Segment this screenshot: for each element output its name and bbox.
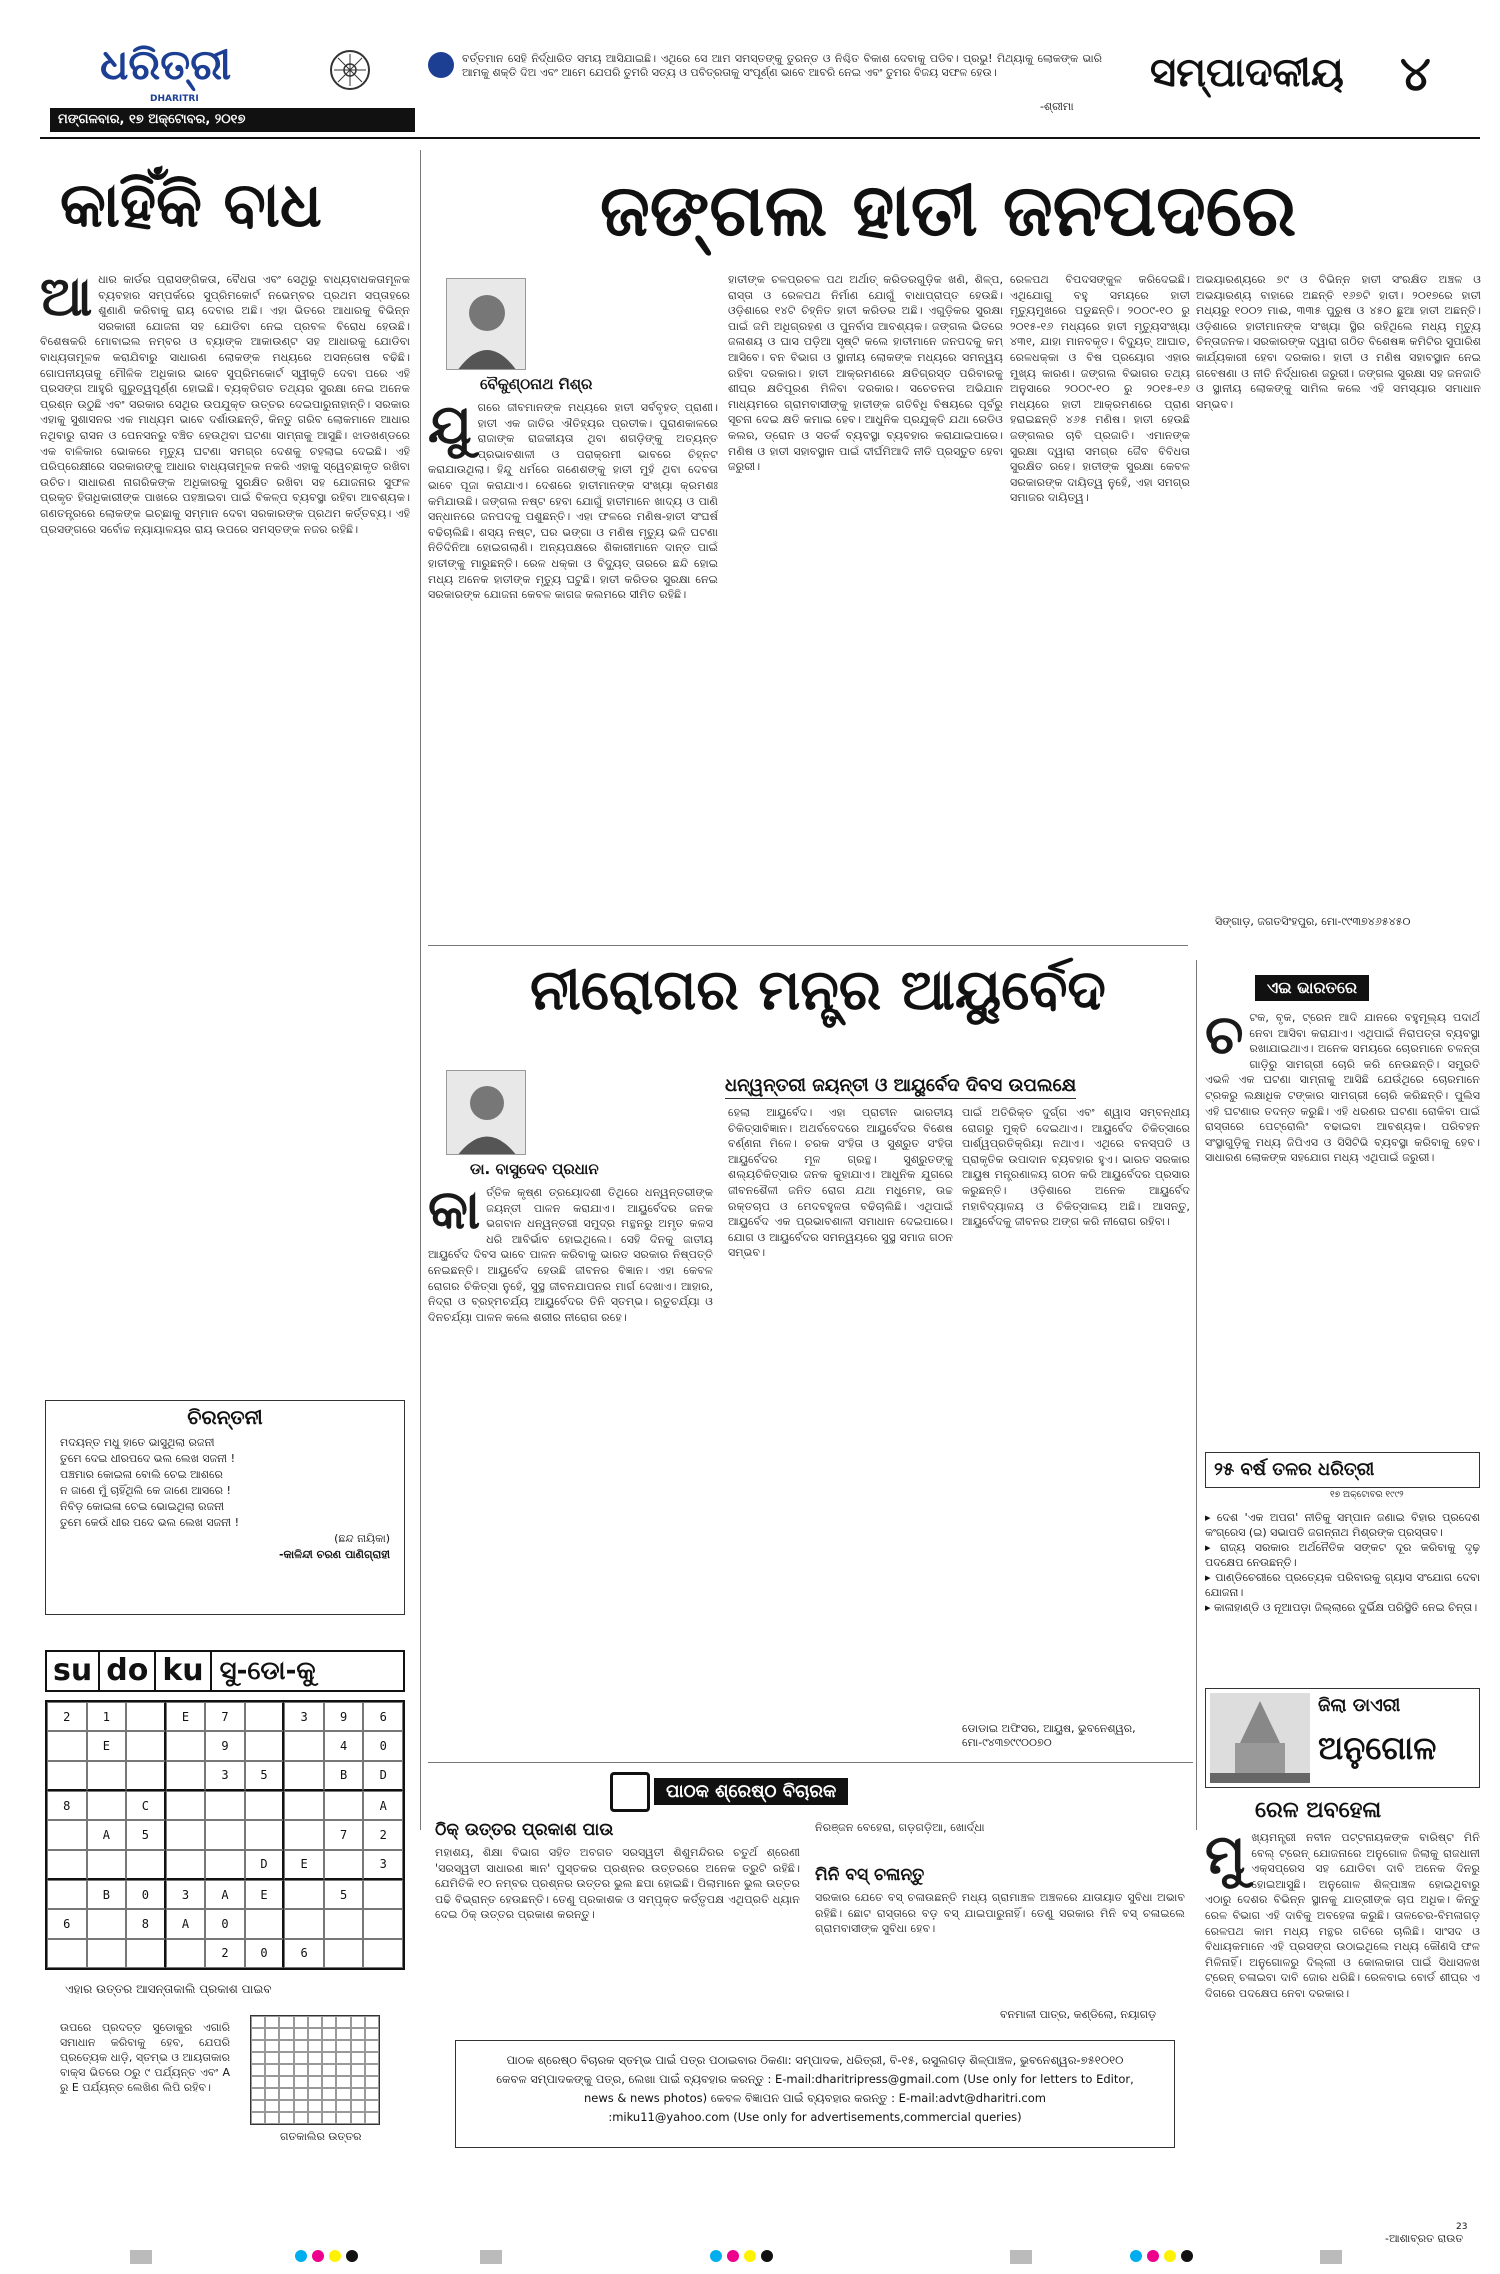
sudoku-cell (166, 1820, 206, 1849)
ayurveda-signature: ଡୋଡାଇ ଅଫିସର, ଆୟୁଷ, ଭୁବନେଶ୍ୱର, ମୋ-୯୪୩୭୯୯୦୦୭୦ (962, 1722, 1136, 1749)
sudoku-cell (87, 1761, 127, 1791)
mini-sudoku-cell (308, 2064, 322, 2076)
mini-sudoku-cell (279, 2028, 293, 2040)
mini-sudoku-cell (336, 2100, 350, 2112)
sudoku-cell (245, 1909, 285, 1938)
poem-source: (ଛନ୍ଦ ନାୟିକା) (334, 1532, 390, 1545)
quote-author: -ଶ୍ରୀମା (1040, 100, 1074, 113)
sudoku-yesterday-label: ଗତକାଲିର ଉତ୍ତର (280, 2130, 362, 2143)
sudoku-cell (87, 1850, 127, 1880)
sudoku-cell (363, 1939, 403, 1968)
poem-line: ତୁମେ କେଉଁ ଧୀର ପଦେ ଭଲ ଲେଖ ସଜନୀ ! (60, 1516, 240, 1529)
mini-sudoku-cell (322, 2088, 336, 2100)
dharitri25-item: ▸ ରାଜ୍ୟ ସରକାର ଅର୍ଥନୈତିକ ସଙ୍କଟ ଦୂର କରିବାକୁ ଦୃଢ଼ ପଦକ୍ଷେପ ନେଉଛନ୍ତି। (1205, 1541, 1480, 1569)
poem-line: ପଞ୍ଚମାର କୋଇଳା ବୋଲି ଚେଇ ଆଶରେ (60, 1468, 223, 1481)
author-name: ବୈକୁଣ୍ଠନାଥ ମିଶ୍ର (480, 375, 593, 393)
main-col-2: ହାତୀଙ୍କ ଚଳପ୍ରଚଳ ପଥ ଅର୍ଥାତ୍ କରିଡରଗୁଡ଼ିକ ଖଣି, ଶିଳ୍ପ, ରାସ୍ତା ଓ ରେଳପଥ ନିର୍ମାଣ ଯୋଗୁଁ ବାଧାପ୍ରାପ୍ତ ହେଉଛି। ଓଡ଼ିଶାରେ ୧୪ଟି ଚିହ୍ନିତ ହାତୀ କରିଡର ଅଛି। ଏଗୁଡ଼ିକର ସୁରକ୍ଷା ପାଇଁ ଜମି ଅଧିଗ୍ରହଣ ଓ ପୁନର୍ବାସ ଆବଶ୍ୟକ। ଜଙ୍ଗଲ ଭିତରେ ଜଳାଶୟ ଓ ଘାସ ପଡ଼ିଆ ସୃଷ୍ଟି କଲେ ହାତୀମାନେ ଜନପଦକୁ କମ୍ ଆସିବେ। ବନ ବିଭାଗ ଓ ସ୍ଥାନୀୟ ଲୋକଙ୍କ ମଧ୍ୟରେ ସମନ୍ୱୟ ରହିବା ଦରକାର। ହାତୀ ଆକ୍ରମଣରେ କ୍ଷତିଗ୍ରସ୍ତ ପରିବାରକୁ ଶୀଘ୍ର କ୍ଷତିପୂରଣ ମିଳିବା ଦରକାର। ସଚେତନତା ଅଭିଯାନ ମାଧ୍ୟମରେ ଗ୍ରାମବାସୀଙ୍କୁ ହାତୀଙ୍କ ଗତିବିଧି ବିଷୟରେ ପୂର୍ବରୁ ସୂଚନା ଦେଇ କ୍ଷତି କମାଇ ହେବ। ଆଧୁନିକ ପ୍ରଯୁକ୍ତି ଯଥା ରେଡିଓ କଲର, ଡ୍ରୋନ ଓ ସତର୍କ ବ୍ୟବସ୍ଥା ବ୍ୟବହାର କରାଯାଇପାରେ। ମଣିଷ ଓ ହାତୀ ସହାବସ୍ଥାନ ପାଇଁ ଦୀର୍ଘମିଆଦି ନୀତି ପ୍ରସ୍ତୁତ ହେବା ଜରୁରୀ। (728, 273, 1003, 474)
sudoku-cell: A (166, 1909, 206, 1938)
pathaka-banner (610, 1772, 1010, 1812)
dharitri25-title: ୨୫ ବର୍ଷ ତଳର ଧରିତ୍ରୀ (1214, 1459, 1375, 1480)
sudoku-cell: 0 (205, 1909, 245, 1938)
sudoku-cell: 6 (47, 1909, 87, 1938)
sudoku-cell (126, 1702, 166, 1731)
letter2-sign: ବନମାଳୀ ପାତ୍ର, କଣ୍ଡିଲୋ, ନୟାଗଡ଼ (1000, 2008, 1157, 2021)
mini-sudoku-cell (294, 2028, 308, 2040)
ayurveda-dropcap: କା (428, 1185, 481, 1241)
sudoku-cell (205, 1791, 245, 1820)
mini-sudoku-cell (294, 2016, 308, 2028)
sudoku-cell (87, 1791, 127, 1820)
mini-sudoku-cell (279, 2064, 293, 2076)
sudoku-cell (245, 1791, 285, 1820)
dharitri25-item: ▸ ଦେଶ 'ଏକ ଅପଗ' ନୀତିକୁ ସମ୍ପାନ ଜଣାଇ ବିହାର ପ୍ରଦେଶ କଂଗ୍ରେସ (ଇ) ସଭାପତି ଜଗନ୍ନାଥ ମିଶ୍ରଙ୍କ ପ୍ରସ୍ତାବ। (1205, 1511, 1480, 1539)
sudoku-cell (126, 1939, 166, 1968)
footer-advt-email: news & news photos) କେବଳ ବିଜ୍ଞାପନ ପାଇଁ ବ୍ୟବହାର କରନ୍ତୁ : E-mail:advt@dharitri.com (584, 2091, 1046, 2105)
sudoku-su: su (47, 1652, 100, 1690)
main-col-1-text: ଗରେ ଜୀବମାନଙ୍କ ମଧ୍ୟରେ ହାତୀ ସର୍ବବୃହତ୍ ପ୍ରାଣୀ। ହାତୀ ଏକ ଜାତିର ଐତିହ୍ୟର ପ୍ରତୀକ। ପୁରାଣକାଳରେ ରାଜାଙ୍କ ରାଜକୀୟତା ଥିବା ଶଗଡ଼ିଙ୍କୁ ଅତ୍ୟନ୍ତ ପ୍ରଭାବଶାଳୀ ଓ ପରାକ୍ରମୀ ଭାବରେ ଚିହ୍ନଟ କରାଯାଉଥିଲା। ହିନ୍ଦୁ ଧର୍ମରେ ଗଣେଶଙ୍କୁ ହାତୀ ମୁହଁ ଥିବା ଦେବତା ଭାବେ ପୂଜା କରାଯାଏ। ଦେଶରେ ହାତୀମାନଙ୍କ ସଂଖ୍ୟା କ୍ରମଶଃ କମିଯାଉଛି। ଜଙ୍ଗଲ ନଷ୍ଟ ହେବା ଯୋଗୁଁ ହାତୀମାନେ ଖାଦ୍ୟ ଓ ପାଣି ସନ୍ଧାନରେ ଜନପଦକୁ ପଶୁଛନ୍ତି। ଏହା ଫଳରେ ମଣିଷ-ହାତୀ ସଂଘର୍ଷ ବଢିଚାଲିଛି। ଶସ୍ୟ ନଷ୍ଟ, ଘର ଭଙ୍ଗା ଓ ମଣିଷ ମୃତ୍ୟୁ ଭଳି ଘଟଣା ନିତିଦିନିଆ ହୋଇଗଲାଣି। ଅନ୍ୟପକ୍ଷରେ ଶିକାରୀମାନେ ଦାନ୍ତ ପାଇଁ ହାତୀଙ୍କୁ ମାରୁଛନ୍ତି। ରେଳ ଧକ୍କା ଓ ବିଦ୍ୟୁତ୍ ତାରରେ ଛନ୍ଦି ହୋଇ ମଧ୍ୟ ଅନେକ ହାତୀଙ୍କ ମୃତ୍ୟୁ ଘଟୁଛି। ହାତୀ କରିଡର ସୁରକ୍ଷା ନେଇ ସରକାରଙ୍କ ଯୋଜନା କେବଳ କାଗଜ କଲମରେ ସୀମିତ ରହିଛି। (428, 401, 718, 602)
sudoku-cell (284, 1880, 324, 1909)
mini-sudoku-cell (265, 2100, 279, 2112)
sudoku-cell: 5 (126, 1820, 166, 1849)
sudoku-cell (166, 1850, 206, 1880)
mini-sudoku-cell (279, 2040, 293, 2052)
sudoku-cell (126, 1731, 166, 1760)
sudoku-cell (87, 1939, 127, 1968)
mini-sudoku-cell (251, 2052, 265, 2064)
mini-sudoku-cell (351, 2088, 365, 2100)
mini-sudoku-cell (322, 2100, 336, 2112)
poem-poet: -କାଳିନ୍ଦୀ ଚରଣ ପାଣିଗ୍ରାହୀ (278, 1548, 390, 1561)
sudoku-answer-note: ଏହାର ଉତ୍ତର ଆସନ୍ତାକାଲି ପ୍ରକାଶ ପାଇବ (65, 1982, 272, 1996)
dharitri25-list (1205, 1510, 1480, 1680)
ei-bharatare-dropcap: ଚ (1205, 1010, 1244, 1066)
mini-sudoku-cell (265, 2040, 279, 2052)
mini-sudoku-cell (365, 2028, 379, 2040)
ayurveda-col-2: ହେଲା ଆୟୁର୍ବେଦ। ଏହା ପ୍ରାଚୀନ ଭାରତୀୟ ଚିକିତ୍ସାବିଜ୍ଞାନ। ଅଥର୍ବବେଦରେ ଆୟୁର୍ବେଦର ବିଶେଷ ବର୍ଣ୍ଣନା ମିଳେ। ଚରକ ସଂହିତା ଓ ସୁଶ୍ରୁତ ସଂହିତା ଆୟୁର୍ବେଦର ମୂଳ ଗ୍ରନ୍ଥ। ସୁଶ୍ରୁତଙ୍କୁ ଶଲ୍ୟଚିକିତ୍ସାର ଜନକ କୁହାଯାଏ। ଆଧୁନିକ ଯୁଗରେ ଜୀବନଶୈଳୀ ଜନିତ ରୋଗ ଯଥା ମଧୁମେହ, ଉଚ୍ଚ ରକ୍ତଚାପ ଓ ମେଦବହୁଳତା ବଢିଚାଲିଛି। ଏଥିପାଇଁ ଆୟୁର୍ବେଦ ଏକ ପ୍ରଭାବଶାଳୀ ସମାଧାନ ଦେଇପାରେ। ଯୋଗ ଓ ଆୟୁର୍ବେଦର ସମନ୍ୱୟରେ ସୁସ୍ଥ ସମାଜ ଗଠନ ସମ୍ଭବ। (728, 1106, 953, 1260)
mini-sudoku-cell (279, 2016, 293, 2028)
sudoku-grid (45, 1700, 405, 1970)
main-col-3: ରେଳପଥ ବିପଦସଙ୍କୁଳ କରିଦେଇଛି। ଏଥିଯୋଗୁ ବହୁ ସମୟରେ ହାତୀ ମୃତ୍ୟୁମୁଖରେ ପଡୁଛନ୍ତି। ୨୦୦୯-୧୦ ରୁ ୨୦୧୫-୧୬ ମଧ୍ୟରେ ହାତୀ ମୃତ୍ୟୁସଂଖ୍ୟା ୪୩୧, ଯାହା ମାନବକୃତ। ବିଦ୍ୟୁତ୍ ଆଘାତ, ରେଳଧକ୍କା ଓ ବିଷ ପ୍ରୟୋଗ ଏହାର ମୁଖ୍ୟ କାରଣ। ଜଙ୍ଗଲ ବିଭାଗର ତଥ୍ୟ ଅନୁସାରେ ୨୦୦୯-୧୦ ରୁ ୨୦୧୫-୧୬ ମଧ୍ୟରେ ହାତୀ ଆକ୍ରମଣରେ ପ୍ରାଣ ହରାଇଛନ୍ତି ୪୬୫ ମଣିଷ। ହାତୀ ହେଉଛି ଜଙ୍ଗଲର ଚାବି ପ୍ରଜାତି। ଏମାନଙ୍କ ସୁରକ୍ଷା ଦ୍ୱାରା ସମଗ୍ର ଜୈବ ବିବିଧତା ସୁରକ୍ଷିତ ରହେ। ହାତୀଙ୍କ ସୁରକ୍ଷା କେବଳ ସରକାରଙ୍କ ଦାୟିତ୍ୱ ନୁହେଁ, ଏହା ସମଗ୍ର ସମାଜର ଦାୟିତ୍ୱ। (1010, 273, 1190, 505)
mini-sudoku-cell (336, 2040, 350, 2052)
sudoku-cell: 0 (245, 1939, 285, 1968)
sudoku-cell: C (126, 1791, 166, 1820)
sudoku-cell (87, 1909, 127, 1938)
mini-sudoku-cell (251, 2112, 265, 2124)
col-divider-right (1196, 960, 1197, 1830)
sudoku-cell: 9 (205, 1731, 245, 1760)
mini-sudoku-cell (251, 2088, 265, 2100)
jilla-diary-signature: -ଆଶାବ୍ରତ ରାଉତ (1385, 2232, 1464, 2245)
jilla-diary-subhead: ରେଳ ଅବହେଳା (1255, 1798, 1382, 1823)
sudoku-cell: 2 (47, 1702, 87, 1731)
mini-sudoku-cell (365, 2052, 379, 2064)
sudoku-cell: 6 (284, 1939, 324, 1968)
mini-sudoku-cell (279, 2052, 293, 2064)
mini-sudoku-cell (365, 2088, 379, 2100)
dharitri25-item: ▸ ପାଣ୍ଡିଚେରୀରେ ପ୍ରତ୍ୟେକ ପରିବାରକୁ ଗ୍ୟାସ ସଂଯୋଗ ଦେବା ଯୋଜନା। (1205, 1571, 1480, 1599)
sudoku-cell (166, 1731, 206, 1760)
sudoku-cell (245, 1731, 285, 1760)
sudoku-cell: E (245, 1880, 285, 1909)
sudoku-instructions: ଉପରେ ପ୍ରଦତ୍ତ ସୁଡୋକୁର ଏଗାରି ସମାଧାନ କରିବାକୁ ହେବ, ଯେପରି ପ୍ରତ୍ୟେକ ଧାଡ଼ି, ସ୍ତମ୍ଭ ଓ ଆୟତାକାର ବାକ୍ସ ଭିତରେ ୦ରୁ ୯ ପର୍ଯ୍ୟନ୍ତ ଏବଂ A ରୁ E ପର୍ଯ୍ୟନ୍ତ ଲେଖିଣ ଲିପି ରହିବ। (60, 2021, 230, 2094)
sudoku-cell (126, 1761, 166, 1791)
mini-sudoku-cell (365, 2100, 379, 2112)
dharitri25-item: ▸ କାଳାହାଣ୍ଡି ଓ ନୂଆପଡ଼ା ଜିଲ୍ଲାରେ ଦୁର୍ଭିକ୍ଷ ପରିସ୍ଥିତି ନେଇ ଚିନ୍ତା। (1205, 1601, 1478, 1614)
sudoku-cell (166, 1939, 206, 1968)
sudoku-do: do (100, 1652, 156, 1690)
sudoku-cell: 9 (324, 1702, 364, 1731)
main-bottom-rule (428, 945, 1188, 946)
sudoku-cell (284, 1791, 324, 1820)
mini-sudoku-cell (265, 2028, 279, 2040)
jilla-diary-label: ଜିଲା ଡାଏରୀ (1318, 1695, 1401, 1716)
jilla-diary-district: ଅନୁଗୋଳ (1318, 1729, 1437, 1767)
mini-sudoku-cell (251, 2100, 265, 2112)
mini-sudoku-cell (308, 2100, 322, 2112)
mini-sudoku-cell (265, 2076, 279, 2088)
mini-sudoku-cell (251, 2076, 265, 2088)
mini-sudoku-cell (308, 2088, 322, 2100)
mini-sudoku-cell (308, 2028, 322, 2040)
sudoku-cell: D (363, 1761, 403, 1791)
sudoku-cell (284, 1761, 324, 1791)
sudoku-cell: E (87, 1731, 127, 1760)
jilla-diary-dropcap: ମୁ (1205, 1830, 1246, 1886)
sudoku-ku: ku (156, 1652, 211, 1690)
sudoku-cell (245, 1820, 285, 1849)
ayurveda-col-3: ପାଇଁ ଅତିରିକ୍ତ ଦୁର୍ଗ୍ଗ ଏବଂ ଶ୍ୱାସ ସମ୍ବନ୍ଧୀୟ ରୋଗରୁ ମୁକ୍ତି ଦେଇଥାଏ। ଆୟୁର୍ବେଦ ଚିକିତ୍ସାରେ ପାର୍ଶ୍ୱପ୍ରତିକ୍ରିୟା ନଥାଏ। ଏଥିରେ ବନସ୍ପତି ଓ ପ୍ରାକୃତିକ ଉପାଦାନ ବ୍ୟବହାର ହୁଏ। ଭାରତ ସରକାର ଆୟୁଷ ମନ୍ତ୍ରଣାଳୟ ଗଠନ କରି ଆୟୁର୍ବେଦର ପ୍ରସାର କରୁଛନ୍ତି। ଓଡ଼ିଶାରେ ଅନେକ ଆୟୁର୍ବେଦ ମହାବିଦ୍ୟାଳୟ ଓ ଚିକିତ୍ସାଳୟ ଅଛି। ଆସନ୍ତୁ, ଆୟୁର୍ବେଦକୁ ଜୀବନର ଅଙ୍ଗ କରି ନୀରୋଗ ରହିବା। (962, 1106, 1190, 1229)
sudoku-cell: 3 (205, 1761, 245, 1791)
mini-sudoku-cell (351, 2040, 365, 2052)
dharmachakra-icon (330, 50, 370, 90)
mini-sudoku-cell (294, 2052, 308, 2064)
mini-sudoku-cell (265, 2088, 279, 2100)
ei-bharatare-tag: ଏଇ ଭାରତରେ (1255, 975, 1369, 1001)
pathaka-icon (610, 1772, 650, 1812)
chirantani-title: ଚିରନ୍ତନୀ (187, 1405, 263, 1429)
mini-sudoku-cell (336, 2112, 350, 2124)
mini-sudoku-cell (308, 2076, 322, 2088)
masthead-quote: ବର୍ତ୍ତମାନ ସେହି ନିର୍ଦ୍ଧାରିତ ସମୟ ଆସିଯାଇଛି। ଏଥିରେ ସେ ଆମ ସମସ୍ତଙ୍କୁ ତୁରନ୍ତ ଓ ନିଶ୍ଚିତ ବିକାଶ ଦେବାକୁ ପଡିବ। ପ୍ରଭୁ! ମିଥ୍ୟାକୁ ଲୋକଙ୍କ ଭାରି ଆମକୁ ଶକ୍ତି ଦିଅ ଏବଂ ଆମେ ଯେପରି ତୁମରି ସତ୍ୟ ଓ ପବିତ୍ରତାକୁ ସଂପୂର୍ଣ୍ଣ ଭାବେ ଆବରି ନେଇ ଏବଂ ତୁମର ବିଜୟ ସଫଳ ହେଉ। (462, 52, 1102, 79)
logo-sub: DHARITRI (150, 94, 199, 104)
mini-sudoku-cell (265, 2016, 279, 2028)
sudoku-cell: 6 (363, 1702, 403, 1731)
sudoku-cell: 3 (284, 1702, 324, 1731)
dharitri25-banner (1205, 1452, 1480, 1488)
sudoku-header (45, 1650, 405, 1692)
mini-sudoku-cell (365, 2112, 379, 2124)
jilla-diary-body (1205, 1830, 1480, 2230)
masthead-rule (40, 137, 1480, 139)
mini-sudoku-cell (322, 2064, 336, 2076)
sudoku-cell: A (205, 1880, 245, 1909)
ei-bharatare-text: ଟକ, ବୃକ, ଟ୍ରେନ ଆଦି ଯାନରେ ବହୁମୂଲ୍ୟ ପଦାର୍ଥ ନେବା ଆସିବା କରାଯାଏ। ଏଥିପାଇଁ ନିରାପତ୍ତା ବ୍ୟବସ୍ଥା ରଖାଯାଇଥାଏ। ଅନେକ ସମୟରେ ଚୋରମାନେ ଚଳନ୍ତା ଗାଡ଼ିରୁ ସାମଗ୍ରୀ ଚୋରି କରି ନେଉଛନ୍ତି। ସମ୍ପ୍ରତି ଏଭଳି ଏକ ଘଟଣା ସାମ୍ନାକୁ ଆସିଛି ଯେଉଁଥିରେ ଚୋରମାନେ ଟ୍ରକରୁ ଲକ୍ଷାଧିକ ଟଙ୍କାର ସାମଗ୍ରୀ ଚୋରି କରିଛନ୍ତି। ପୁଲିସ ଏହି ଘଟଣାର ତଦନ୍ତ କରୁଛି। ଏହି ଧରଣର ଘଟଣା ରୋକିବା ପାଇଁ ରାସ୍ତାରେ ପେଟ୍ରୋଲିଂ ବଢାଇବା ଆବଶ୍ୟକ। ପରିବହନ ସଂସ୍ଥାଗୁଡ଼ିକୁ ମଧ୍ୟ ଜିପିଏସ ଓ ସିସିଟିଭି ବ୍ୟବସ୍ଥା କରିବାକୁ ହେବ। ସାଧାରଣ ଲୋକଙ୍କ ସହଯୋଗ ମଧ୍ୟ ଏଥିପାଇଁ ଜରୁରୀ। (1205, 1011, 1480, 1165)
mini-sudoku-cell (294, 2076, 308, 2088)
letter1-body: ମହାଶୟ, ଶିକ୍ଷା ବିଭାଗ ସହିତ ଅବଗତ ସରସ୍ୱତୀ ଶିଶୁମନ୍ଦିରର ଚତୁର୍ଥ ଶ୍ରେଣୀ 'ସରସ୍ୱତୀ ସାଧାରଣ ଜ୍ଞାନ' ପୁସ୍ତକର ପ୍ରଶ୍ନର ଉତ୍ତରରେ ଅନେକ ତ୍ରୁଟି ରହିଛି। ଯେମିତିକି ୧୦ ନମ୍ବର ପ୍ରଶ୍ନର ଉତ୍ତର ଭୁଲ ଛପା ହୋଇଛି। ପିଲାମାନେ ଭୁଲ ଉତ୍ତର ପଢି ବିଭ୍ରାନ୍ତ ହେଉଛନ୍ତି। ତେଣୁ ପ୍ରକାଶକ ଓ ସମ୍ପୃକ୍ତ କର୍ତ୍ତୃପକ୍ଷ ଏଥିପ୍ରତି ଧ୍ୟାନ ଦେଇ ଠିକ୍ ଉତ୍ତର ପ୍ରକାଶ କରନ୍ତୁ। (435, 1846, 800, 1922)
mini-sudoku-cell (294, 2112, 308, 2124)
sudoku-cell: D (245, 1850, 285, 1880)
col-divider-1 (420, 150, 421, 1830)
main-signature: ସିଙ୍ଗାଡ଼, ଜଗତସିଂହପୁର, ମୋ-୯୯୩୭୪୬୫୪୫୦ (1215, 915, 1411, 928)
sudoku-cell (47, 1820, 87, 1849)
sudoku-cell: 2 (205, 1939, 245, 1968)
letter1-cont (815, 1820, 1185, 1850)
letter1-sign: ନିରଞ୍ଜନ ବେହେରା, ଗଡ଼ଗଡ଼ିଆ, ଖୋର୍ଦ୍ଧା (815, 1821, 985, 1834)
letter1-title: ଠିକ୍ ଉତ୍ତର ପ୍ରକାଶ ପାଉ (435, 1820, 614, 1840)
sudoku-cell (205, 1820, 245, 1849)
section-title: ସମ୍ପାଦକୀୟ (1150, 50, 1344, 96)
editorial-body (40, 272, 410, 1372)
mini-sudoku-cell (322, 2112, 336, 2124)
mini-sudoku-cell (365, 2016, 379, 2028)
mini-sudoku-cell (308, 2052, 322, 2064)
sudoku-cell (284, 1820, 324, 1849)
main-dropcap: ଯୁ (428, 400, 472, 456)
chirantani-poem (46, 1429, 404, 1569)
sudoku-cell (324, 1791, 364, 1820)
sudoku-cell: 3 (166, 1880, 206, 1909)
sudoku-cell: 8 (126, 1909, 166, 1938)
footer-editor-email: କେବଳ ସମ୍ପାଦକଙ୍କୁ ପତ୍ର, ଲେଖା ପାଇଁ ବ୍ୟବହାର କରନ୍ତୁ : E-mail:dharitripress@gmail.com (Use only for letters to Editor, (496, 2072, 1134, 2086)
mini-sudoku-cell (308, 2112, 322, 2124)
mini-sudoku-cell (279, 2076, 293, 2088)
sudoku-cell (363, 1880, 403, 1909)
sudoku-cell: A (87, 1820, 127, 1849)
mini-sudoku-cell (365, 2040, 379, 2052)
mini-sudoku-cell (308, 2016, 322, 2028)
sudoku-cell (324, 1939, 364, 1968)
letter2-title: ମିନି ବସ୍ ଚଳାନ୍ତୁ (815, 1865, 925, 1885)
sudoku-cell: B (324, 1761, 364, 1791)
ei-bharatare-body (1205, 1010, 1480, 1440)
editorial-dropcap: ଆ (40, 272, 93, 328)
mini-sudoku-cell (322, 2040, 336, 2052)
editorial-text: ଧାର କାର୍ଡର ପ୍ରାସଙ୍ଗିକତା, ବୈଧତା ଏବଂ ସେଥିରୁ ବାଧ୍ୟବାଧକତାମୂଳକ ବ୍ୟବହାର ସମ୍ପର୍କରେ ସୁପ୍ରିମକୋର୍ଟ ନଭେମ୍ବର ପ୍ରଥମ ସପ୍ତାହରେ ଶୁଣାଣି କରିବାକୁ ରାୟ ଦେବାର ଅଛି। ଏହା ଭିତରେ ଆଧାରକୁ ବିଭିନ୍ନ ସରକାରୀ ଯୋଜନା ସହ ଯୋଡିବା ନେଇ ପ୍ରବଳ ବିରୋଧ ହେଉଛି। ବିଶେଷକରି ମୋବାଇଲ ନମ୍ବର ଓ ବ୍ୟାଙ୍କ ଆକାଉଣ୍ଟ ସହ ଆଧାରକୁ ଯୋଡିବା ବାଧ୍ୟତାମୂଳକ କରାଯିବାରୁ ସାଧାରଣ ଲୋକଙ୍କ ମଧ୍ୟରେ ଅସନ୍ତୋଷ ବଢିଛି। ଗୋପନୀୟତାକୁ ମୌଳିକ ଅଧିକାର ଭାବେ ସୁପ୍ରିମକୋର୍ଟ ସ୍ୱୀକୃତି ଦେବା ପରେ ଏହି ପ୍ରସଙ୍ଗ ଆହୁରି ଗୁରୁତ୍ୱପୂର୍ଣ୍ଣ ହୋଇଛି। ବ୍ୟକ୍ତିଗତ ତଥ୍ୟର ସୁରକ୍ଷା ନେଇ ଅନେକ ପ୍ରଶ୍ନ ଉଠୁଛି ଏବଂ ସରକାର ସେଥିର ଉପଯୁକ୍ତ ଉତ୍ତର ଦେଇପାରୁନାହାନ୍ତି। ସରକାର ଏହାକୁ ସୁଶାସନର ଏକ ମାଧ୍ୟମ ଭାବେ ଦର୍ଶାଉଛନ୍ତି, କିନ୍ତୁ ଗରିବ ଲୋକମାନେ ଆଧାର ନଥିବାରୁ ରାସନ ଓ ପେନସନରୁ ବଞ୍ଚିତ ହେଉଥିବା ଘଟଣା ସାମ୍ନାକୁ ଆସୁଛି। ଝାଡଖଣ୍ଡରେ ଏକ ବାଳିକାର ଭୋକରେ ମୃତ୍ୟୁ ଘଟଣା ସମଗ୍ର ଦେଶକୁ ଚହଲାଇ ଦେଇଛି। ଏହି ପରିପ୍ରେକ୍ଷୀରେ ସରକାରଙ୍କୁ ଆଧାର ବାଧ୍ୟତାମୂଳକ ନକରି ଏହାକୁ ସ୍ୱେଚ୍ଛାକୃତ ରଖିବା ଉଚିତ। ସାଧାରଣ ନାଗରିକଙ୍କ ଅଧିକାରକୁ ସୁରକ୍ଷିତ ରଖିବା ସହ ଯୋଜନାର ସୁଫଳ ପ୍ରକୃତ ହିତାଧିକାରୀଙ୍କ ପାଖରେ ପହଞ୍ଚାଇବା ପାଇଁ ବିକଳ୍ପ ବ୍ୟବସ୍ଥା ରହିବା ଆବଶ୍ୟକ। ଗଣତନ୍ତ୍ରରେ ଲୋକଙ୍କ ଇଚ୍ଛାକୁ ସମ୍ମାନ ଦେବା ସରକାରଙ୍କ ପ୍ରଥମ କର୍ତ୍ତବ୍ୟ। ଏହି ପ୍ରସଙ୍ଗରେ ସର୍ବୋଚ୍ଚ ନ୍ୟାୟାଳୟର ରାୟ ଉପରେ ସମସ୍ତଙ୍କ ନଜର ରହିଛି। (40, 273, 410, 536)
main-col-4: ଅଭୟାରଣ୍ୟରେ ୭୯ ଓ ବିଭିନ୍ନ ହାତୀ ସଂରକ୍ଷିତ ଅଞ୍ଚଳ ଓ ଅଭୟାରଣ୍ୟ ବାହାରେ ଅଛନ୍ତି ୧୬୭ଟି ହାତୀ। ୨୦୧୭ରେ ହାତୀ ମଧ୍ୟରୁ ୧୦୦୨ ମାଈ, ୩୩୫ ପୁରୁଷ ଓ ୪୫୦ ଛୁଆ ହାତୀ ଅଛନ୍ତି। ଓଡ଼ିଶାରେ ହାତୀମାନଙ୍କ ସଂଖ୍ୟା ସ୍ଥିର ରହିଥିଲେ ମଧ୍ୟ ମୃତ୍ୟୁ ଚିନ୍ତାଜନକ। ସରକାରଙ୍କ ଦ୍ୱାରା ଗଠିତ ବିଶେଷଜ୍ଞ କମିଟିର ସୁପାରିଶ କାର୍ଯ୍ୟକାରୀ ହେବା ଦରକାର। ହାତୀ ଓ ମଣିଷ ସହାବସ୍ଥାନ ନେଇ ଗବେଷଣା ଓ ନୀତି ନିର୍ଦ୍ଧାରଣ ଜରୁରୀ। ଜଙ୍ଗଲ ସୁରକ୍ଷା ସହ ଜନଜାତି ଓ ସ୍ଥାନୀୟ ଲୋକଙ୍କୁ ସାମିଲ କଲେ ଏହି ସମସ୍ୟାର ସମାଧାନ ସମ୍ଭବ। (1196, 273, 1481, 411)
mini-sudoku-cell (336, 2088, 350, 2100)
mini-sudoku-cell (351, 2028, 365, 2040)
mini-sudoku-cell (279, 2112, 293, 2124)
mini-sudoku-cell (251, 2016, 265, 2028)
mini-sudoku-cell (265, 2112, 279, 2124)
sudoku-cell: 0 (363, 1731, 403, 1760)
sudoku-cell (284, 1731, 324, 1760)
jilla-diary-text: ଖ୍ୟମନ୍ତ୍ରୀ ନବୀନ ପଟ୍ଟନାୟକଙ୍କ ବାରିଷ୍ଟ ମିନି ବେଲ୍ ଟ୍ରେନ୍ ଯୋଜନାରେ ଅନୁଗୋଳ ଜିଲାକୁ ରାଜଧାନୀ ଏକ୍ସପ୍ରେସ ସହ ଯୋଡିବା ଦାବି ଅନେକ ଦିନରୁ ହୋଇଆସୁଛି। ଅନୁଗୋଳ ଶିଳ୍ପାଞ୍ଚଳ ହୋଇଥିବାରୁ ଏଠାରୁ ଦେଶର ବିଭିନ୍ନ ସ୍ଥାନକୁ ଯାତ୍ରୀଙ୍କ ଚାପ ଅଧିକ। କିନ୍ତୁ ରେଳ ବିଭାଗ ଏହି ଦାବିକୁ ଅବହେଳା କରୁଛି। ତାଳଚେର-ବିମଳାଗଡ଼ ରେଳପଥ କାମ ମଧ୍ୟ ମନ୍ଥର ଗତିରେ ଚାଲିଛି। ସାଂସଦ ଓ ବିଧାୟକମାନେ ଏହି ପ୍ରସଙ୍ଗ ଉଠାଇଥିଲେ ମଧ୍ୟ କୌଣସି ଫଳ ମିଳିନାହିଁ। ଅନୁଗୋଳରୁ ଦିଲ୍ଲୀ ଓ କୋଲକାତା ପାଇଁ ସିଧାସଳଖ ଟ୍ରେନ୍ ଚଳାଇବା ଦାବି ଜୋର ଧରିଛି। ରେଳବାଇ ବୋର୍ଡ ଶୀଘ୍ର ଏ ଦିଗରେ ପଦକ୍ଷେପ ନେବା ଦରକାର। (1205, 1831, 1480, 2000)
temple-image (1210, 1693, 1310, 1783)
sudoku-cell (284, 1909, 324, 1938)
footer-address: ପାଠକ ଶ୍ରେଷ୍ଠ ବିଚାରକ ସ୍ତମ୍ଭ ପାଇଁ ପତ୍ର ପଠାଇବାର ଠିକଣା: ସମ୍ପାଦକ, ଧରିତ୍ରୀ, ବି-୧୫, ରସୁଲଗଡ଼ ଶିଳ୍ପାଞ୍ଚଳ, ଭୁବନେଶ୍ୱର-୭୫୧୦୧୦ (506, 2053, 1124, 2067)
sudoku-cell (166, 1791, 206, 1820)
sudoku-cell (205, 1850, 245, 1880)
jilla-diary-box (1205, 1688, 1480, 1788)
sudoku-cell: E (284, 1850, 324, 1880)
mini-sudoku-cell (365, 2064, 379, 2076)
sudoku-cell: 5 (245, 1761, 285, 1791)
logo-text: ଧରିତ୍ରୀ (100, 40, 232, 89)
mini-sudoku-cell (351, 2100, 365, 2112)
mini-sudoku-cell (336, 2064, 350, 2076)
mini-sudoku-cell (336, 2028, 350, 2040)
sudoku-cell: 1 (87, 1702, 127, 1731)
mini-sudoku-cell (351, 2064, 365, 2076)
footer-yahoo-email: :miku11@yahoo.com (Use only for advertisements,commercial queries) (608, 2110, 1022, 2124)
mini-sudoku-cell (365, 2076, 379, 2088)
quote-icon (428, 52, 454, 78)
sudoku-cell (324, 1850, 364, 1880)
footer-box (455, 2040, 1175, 2148)
sudoku-cell (245, 1702, 285, 1731)
registration-marks (0, 2250, 1500, 2270)
sudoku-cell: B (87, 1880, 127, 1909)
sudoku-cell (47, 1880, 87, 1909)
ayurveda-author-photo (446, 1070, 526, 1155)
sudoku-cell: 3 (363, 1850, 403, 1880)
sudoku-yesterday-grid (250, 2015, 380, 2125)
page-number: ୪ (1400, 46, 1431, 102)
sudoku-cell (47, 1731, 87, 1760)
sudoku-cell: 2 (363, 1820, 403, 1849)
mini-sudoku-cell (322, 2016, 336, 2028)
sudoku-cell (47, 1761, 87, 1791)
sudoku-odia-title: ସୁ-ଡୋ-କୁ (219, 1656, 316, 1686)
mini-sudoku-cell (322, 2076, 336, 2088)
mini-sudoku-cell (265, 2064, 279, 2076)
sudoku-cell: 5 (324, 1880, 364, 1909)
sudoku-cell (47, 1939, 87, 1968)
mini-sudoku-cell (351, 2076, 365, 2088)
sudoku-cell: 4 (324, 1731, 364, 1760)
sudoku-cell (324, 1909, 364, 1938)
mini-sudoku-cell (279, 2088, 293, 2100)
mini-sudoku-cell (336, 2016, 350, 2028)
ayurveda-col-1 (428, 1185, 713, 1750)
poem-line: ତୁମେ ଦେଇ ଧୀରପଦେ ଭଲ ଲେଖ ସଜନୀ ! (60, 1452, 235, 1465)
masthead-logo (100, 40, 270, 100)
mini-sudoku-cell (336, 2076, 350, 2088)
ayurveda-subhead: ଧନ୍ୱନ୍ତରୀ ଜୟନ୍ତୀ ଓ ଆୟୁର୍ବେଦ ଦିବସ ଉପଲକ୍ଷେ (725, 1075, 1076, 1099)
mini-sudoku-cell (351, 2016, 365, 2028)
poem-line: ନ ଜାଣେ ମୁଁ ଚାହିଁଥିଲି କେ ଜାଣେ ଆସରେ ! (60, 1484, 231, 1497)
pathaka-top-rule (428, 1762, 1193, 1763)
letter2-body: ସରକାର ଯେତେ ବସ୍ ଚଳାଉଛନ୍ତି ମଧ୍ୟ ଗ୍ରାମାଞ୍ଚଳ ଅଞ୍ଚଳରେ ଯାତାୟାତ ସୁବିଧା ଅଭାବ ରହିଛି। ଛୋଟ ରାସ୍ତାରେ ବଡ଼ ବସ୍ ଯାଇପାରୁନାହିଁ। ତେଣୁ ସରକାର ମିନି ବସ୍ ଚଳାଇଲେ ଗ୍ରାମବାସୀଙ୍କ ସୁବିଧା ହେବ। (815, 1891, 1185, 1936)
mini-sudoku-cell (351, 2052, 365, 2064)
ayurveda-author: ଡା. ବାସୁଦେବ ପ୍ରଧାନ (470, 1160, 599, 1178)
mini-sudoku-cell (251, 2040, 265, 2052)
sudoku-cell: 7 (205, 1702, 245, 1731)
mini-sudoku-cell (294, 2040, 308, 2052)
dharitri25-date: ୧୭ ଅକ୍ଟୋବର ୧୯୯୨ (1330, 1490, 1404, 1500)
main-headline: ଜଙ୍ଗଲ ହାତୀ ଜନପଦରେ (600, 168, 1297, 252)
sudoku-cell (166, 1761, 206, 1791)
pathaka-tag: ପାଠକ ଶ୍ରେଷ୍ଠ ବିଚାରକ (654, 1778, 848, 1805)
mini-sudoku-cell (294, 2100, 308, 2112)
ayurveda-headline: ନୀରୋଗର ମନ୍ତ୍ର ଆୟୁର୍ବେଦ (530, 958, 1106, 1023)
sudoku-cell: 7 (324, 1820, 364, 1849)
mini-sudoku-cell (322, 2052, 336, 2064)
poem-line: ମଦୟନ୍ତ ମଧୁ ହାତେ ଭାସୁଥିଲା ରଜନୀ (60, 1436, 215, 1449)
mini-sudoku-cell (279, 2100, 293, 2112)
mini-sudoku-cell (322, 2028, 336, 2040)
sudoku-cell: A (363, 1791, 403, 1820)
date-bar (50, 108, 415, 132)
author-photo (446, 278, 526, 370)
chirantani-box (45, 1400, 405, 1615)
mini-sudoku-cell (251, 2064, 265, 2076)
mini-sudoku-cell (308, 2040, 322, 2052)
issue-date: ମଙ୍ଗଳବାର, ୧୭ ଅକ୍ଟୋବର, ୨୦୧୭ (58, 112, 246, 127)
ayurveda-col-1-text: ର୍ତ୍ତିକ କୃଷ୍ଣ ତ୍ରୟୋଦଶୀ ତିଥିରେ ଧନ୍ୱନ୍ତରୀଙ୍କ ଜୟନ୍ତୀ ପାଳନ କରାଯାଏ। ଆୟୁର୍ବେଦର ଜନକ ଭଗବାନ ଧନ୍ୱନ୍ତରୀ ସମୁଦ୍ର ମନ୍ଥନରୁ ଅମୃତ କଳସ ଧରି ଆବିର୍ଭାବ ହୋଇଥିଲେ। ସେହି ଦିନକୁ ଜାତୀୟ ଆୟୁର୍ବେଦ ଦିବସ ଭାବେ ପାଳନ କରିବାକୁ ଭାରତ ସରକାର ନିଷ୍ପତ୍ତି ନେଇଛନ୍ତି। ଆୟୁର୍ବେଦ ହେଉଛି ଜୀବନର ବିଜ୍ଞାନ। ଏହା କେବଳ ରୋଗର ଚିକିତ୍ସା ନୁହେଁ, ସୁସ୍ଥ ଜୀବନଯାପନର ମାର୍ଗ ଦେଖାଏ। ଆହାର, ନିଦ୍ରା ଓ ବ୍ରହ୍ମଚର୍ଯ୍ୟ ଆୟୁର୍ବେଦର ତିନି ସ୍ତମ୍ଭ। ଋତୁଚର୍ଯ୍ୟା ଓ ଦିନଚର୍ଯ୍ୟା ପାଳନ କଲେ ଶରୀର ନୀରୋଗ ରହେ। (428, 1186, 713, 1324)
mini-sudoku-cell (294, 2064, 308, 2076)
main-col-1 (428, 400, 718, 938)
poem-line: ନିବିଡ଼ କୋଇଳା ଚେଇ ଭୋଇଥିଲା ରଜନୀ (60, 1500, 225, 1513)
editorial-headline: କାହିଁକି ବାଧ (60, 168, 322, 241)
mini-sudoku-cell (265, 2052, 279, 2064)
sudoku-cell: 8 (47, 1791, 87, 1820)
mini-sudoku-cell (251, 2028, 265, 2040)
print-page-number: 23 (1456, 2222, 1468, 2232)
sudoku-cell: E (166, 1702, 206, 1731)
mini-sudoku-cell (336, 2052, 350, 2064)
mini-sudoku-cell (351, 2112, 365, 2124)
mini-sudoku-cell (294, 2088, 308, 2100)
sudoku-cell: 0 (126, 1880, 166, 1909)
sudoku-cell (126, 1850, 166, 1880)
sudoku-cell (47, 1850, 87, 1880)
sudoku-cell (363, 1909, 403, 1938)
